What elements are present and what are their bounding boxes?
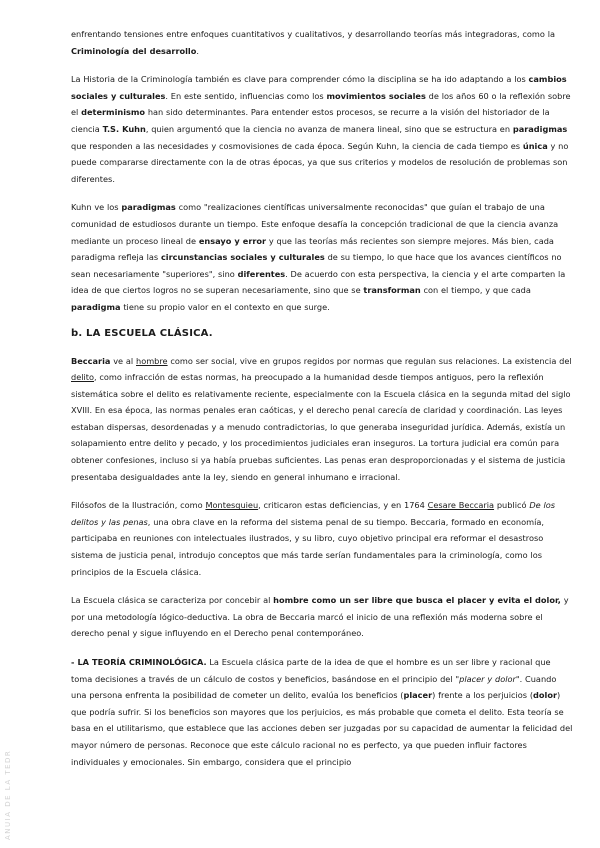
paragraph-6: La Escuela clásica se caracteriza por concebir al hombre como un ser libre que busca el placer y evita el dolor, y por una metodología lógico-deductiva. La obra de Beccaria marcó el inicio de una reflexión más moderna sobre el derecho penal y sigue influyendo en el Derecho penal contemporáneo. (71, 595, 569, 639)
paragraph-1: enfrentando tensiones entre enfoques cuantitativos y cualitativos, y desarrollando teorías más integradoras, como la Criminología del desarrollo. (71, 29, 555, 56)
paragraph-7: - LA TEORÍA CRIMINOLÓGICA. La Escuela clásica parte de la idea de que el hombre es un ser libre y racional que toma decisiones a través de un cálculo de costos y beneficios, basándose en el principio del "placer y dolor". Cuando una persona enfrenta la posibilidad de cometer un delito, evalúa los beneficios (placer) frente a los perjuicios (dolor) que podría sufrir. Si los beneficios son mayores que los perjuicios, es más probable que cometa el delito. Esta teoría se basa en el utilitarismo, que establece que las acciones deben ser juzgadas por su capacidad de aumentar la felicidad del mayor número de personas. Reconoce que este cálculo racional no es perfecto, ya que pueden influir factores individuales y emocionales. Sin embargo, considera que el principio (71, 657, 573, 767)
link-hombre[interactable]: hombre (136, 355, 168, 366)
document-page (71, 26, 573, 770)
watermark: ANUIA DE LA TEDR (4, 749, 12, 840)
paragraph-5: Filósofos de la Ilustración, como Montesquieu, criticaron estas deficiencias, y en 1764 Cesare Beccaria publicó De los delitos y las penas, una obra clave en la reforma del sistema penal de su tiempo. Beccaria, formado en economía, participaba en reuniones con intelectuales ilustrados, y su libro, cuyo objetivo principal era reformar el desastroso sistema de justicia penal, introdujo conceptos que más tarde serían fundamentales para la criminología, como los principios de la Escuela clásica. (71, 500, 556, 577)
link-montesquieu[interactable]: Montesquieu (205, 500, 259, 511)
paragraph-3: Kuhn ve los paradigmas como "realizaciones científicas universalmente reconocidas" que guían el trabajo de una comunidad de estudiosos durante un tiempo. Este enfoque desafía la concepción tradicional de que la ciencia avanza mediante un proceso lineal de ensayo y error y que las teorías más recientes son siempre mejores. Más bien, cada paradigma refleja las circunstancias sociales y culturales de su tiempo, lo que hace que los avances científicos no sean necesariamente "superiores", sino diferentes. De acuerdo con esta perspectiva, la ciencia y el arte comparten la idea de que ciertos logros no se superan necesariamente, sino que se transforman con el tiempo, y que cada paradigma tiene su propio valor en el contexto en que surge. (71, 202, 566, 312)
paragraph-2: La Historia de la Criminología también es clave para comprender cómo la disciplina se ha ido adaptando a los cambios sociales y culturales. En este sentido, influencias como los movimientos sociales de los años 60 o la reflexión sobre el determinismo han sido determinantes. Para entender estos procesos, se recurre a la visión del historiador de la ciencia T.S. Kuhn, quien argumentó que la ciencia no avanza de manera lineal, sino que se estructura en paradigmas que responden a las necesidades y cosmovisiones de cada época. Según Kuhn, la ciencia de cada tiempo es única y no puede compararse directamente con la de otras épocas, ya que sus criterios y modelos de resolución de problemas son diferentes. (71, 74, 571, 184)
link-cesare-beccaria[interactable]: Cesare Beccaria (427, 500, 495, 511)
section-heading: b. LA ESCUELA CLÁSICA. (71, 327, 213, 339)
paragraph-4: Beccaria ve al hombre como ser social, vive en grupos regidos por normas que regulan sus relaciones. La existencia del delito, como infracción de estas normas, ha preocupado a la humanidad desde tiempos antiguos, pero la reflexión sistemática sobre el delito es relativamente reciente, especialmente con la Escuela clásica en la segunda mitad del siglo XVIII. En esa época, las normas penales eran caóticas, y el derecho penal carecía de claridad y coordinación. Las leyes estaban dispersas, desordenadas y a menudo contradictorias, lo que generaba inseguridad jurídica. Además, existía un solapamiento entre delito y pecado, y los procedimientos judiciales eran inseguros. La tortura judicial era común para obtener confesiones, incluso si ya había pruebas suficientes. Las penas eran desproporcionadas y el sistema de justicia presentaba desigualdades ante la ley, siendo en general inhumano e irracional. (71, 355, 572, 482)
link-delito[interactable]: delito (71, 372, 95, 383)
